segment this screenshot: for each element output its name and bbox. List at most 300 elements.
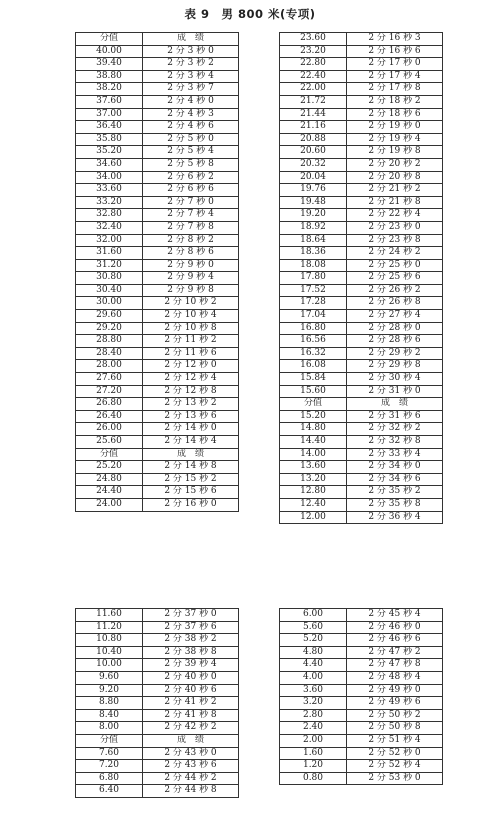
score-cell: 9.60 (76, 671, 143, 684)
result-cell: 2 分 30 秒 4 (347, 373, 443, 386)
result-cell: 2 分 9 秒 4 (143, 272, 239, 285)
result-cell: 2 分 50 秒 2 (347, 709, 443, 722)
table-row (76, 671, 239, 684)
table-row (280, 284, 443, 297)
table-row (76, 121, 239, 134)
table-row (280, 621, 443, 634)
score-cell: 18.08 (280, 259, 347, 272)
score-cell: 37.00 (76, 108, 143, 121)
table-row (76, 722, 239, 735)
table-row (280, 196, 443, 209)
result-cell: 2 分 39 秒 4 (143, 659, 239, 672)
result-cell: 2 分 18 秒 2 (347, 95, 443, 108)
result-cell: 2 分 7 秒 4 (143, 209, 239, 222)
score-cell: 20.88 (280, 133, 347, 146)
table-row (76, 259, 239, 272)
result-cell: 2 分 34 秒 6 (347, 473, 443, 486)
table-row (280, 322, 443, 335)
score-cell: 3.20 (280, 697, 347, 710)
score-cell: 32.80 (76, 209, 143, 222)
score-cell: 13.20 (280, 473, 347, 486)
result-cell: 2 分 44 秒 2 (143, 772, 239, 785)
score-cell: 14.80 (280, 423, 347, 436)
table-row (280, 410, 443, 423)
score-cell: 22.80 (280, 58, 347, 71)
result-cell: 2 分 15 秒 2 (143, 473, 239, 486)
score-cell: 16.80 (280, 322, 347, 335)
table-row (280, 609, 443, 622)
score-cell: 22.00 (280, 83, 347, 96)
score-cell: 17.52 (280, 284, 347, 297)
score-cell: 34.00 (76, 171, 143, 184)
result-cell: 2 分 46 秒 6 (347, 634, 443, 647)
result-cell: 2 分 22 秒 4 (347, 209, 443, 222)
result-cell: 2 分 25 秒 0 (347, 259, 443, 272)
score-cell: 40.00 (76, 45, 143, 58)
table-row (76, 83, 239, 96)
table-row (76, 486, 239, 499)
result-cell: 2 分 46 秒 0 (347, 621, 443, 634)
table-row (280, 747, 443, 760)
table-row (76, 45, 239, 58)
score-cell: 39.40 (76, 58, 143, 71)
table-row (280, 448, 443, 461)
result-cell: 2 分 18 秒 6 (347, 108, 443, 121)
score-cell: 28.00 (76, 360, 143, 373)
score-cell: 5.60 (280, 621, 347, 634)
score-cell: 18.64 (280, 234, 347, 247)
result-cell: 2 分 10 秒 8 (143, 322, 239, 335)
score-cell: 0.80 (280, 772, 347, 785)
score-cell: 28.40 (76, 347, 143, 360)
result-cell: 2 分 47 秒 2 (347, 646, 443, 659)
score-cell: 32.40 (76, 221, 143, 234)
result-cell: 2 分 19 秒 8 (347, 146, 443, 159)
score-cell: 11.60 (76, 609, 143, 622)
table-row (76, 498, 239, 511)
table-row (76, 436, 239, 449)
result-cell: 2 分 41 秒 2 (143, 697, 239, 710)
score-cell: 34.60 (76, 158, 143, 171)
table-row (280, 171, 443, 184)
result-cell: 2 分 6 秒 2 (143, 171, 239, 184)
result-cell: 2 分 9 秒 8 (143, 284, 239, 297)
result-cell: 2 分 35 秒 2 (347, 486, 443, 499)
score-cell: 30.00 (76, 297, 143, 310)
table-row (76, 284, 239, 297)
result-cell: 2 分 20 秒 8 (347, 171, 443, 184)
score-cell: 12.00 (280, 511, 347, 524)
result-cell: 2 分 27 秒 4 (347, 310, 443, 323)
result-cell: 2 分 17 秒 8 (347, 83, 443, 96)
result-cell: 2 分 19 秒 0 (347, 121, 443, 134)
table-row (76, 410, 239, 423)
result-cell: 2 分 40 秒 0 (143, 671, 239, 684)
table-row (280, 95, 443, 108)
table-row (280, 473, 443, 486)
result-cell: 2 分 37 秒 6 (143, 621, 239, 634)
result-cell: 2 分 12 秒 8 (143, 385, 239, 398)
score-cell: 33.20 (76, 196, 143, 209)
table-row (76, 297, 239, 310)
result-cell: 2 分 20 秒 2 (347, 158, 443, 171)
table-row (76, 385, 239, 398)
score-cell: 38.80 (76, 70, 143, 83)
table-row (280, 247, 443, 260)
score-cell: 10.80 (76, 634, 143, 647)
score-cell: 1.60 (280, 747, 347, 760)
table-row (76, 310, 239, 323)
score-cell: 11.20 (76, 621, 143, 634)
score-cell: 26.80 (76, 398, 143, 411)
result-cell: 2 分 15 秒 6 (143, 486, 239, 499)
result-cell: 2 分 3 秒 4 (143, 70, 239, 83)
table-row (76, 461, 239, 474)
table-header-row (280, 398, 443, 411)
table-row (280, 133, 443, 146)
result-cell: 2 分 37 秒 0 (143, 609, 239, 622)
table-row (76, 158, 239, 171)
result-cell: 2 分 29 秒 8 (347, 360, 443, 373)
score-cell: 3.60 (280, 684, 347, 697)
result-cell: 2 分 9 秒 0 (143, 259, 239, 272)
result-cell: 2 分 40 秒 6 (143, 684, 239, 697)
score-cell: 16.56 (280, 335, 347, 348)
score-cell: 20.32 (280, 158, 347, 171)
table-row (280, 760, 443, 773)
result-cell: 2 分 14 秒 8 (143, 461, 239, 474)
table-row (280, 70, 443, 83)
score-cell: 23.60 (280, 33, 347, 46)
score-cell: 12.40 (280, 498, 347, 511)
score-cell: 37.60 (76, 95, 143, 108)
result-cell: 2 分 36 秒 4 (347, 511, 443, 524)
result-cell: 2 分 17 秒 4 (347, 70, 443, 83)
score-cell: 8.80 (76, 697, 143, 710)
result-cell: 2 分 3 秒 7 (143, 83, 239, 96)
result-cell: 2 分 26 秒 8 (347, 297, 443, 310)
table-row (280, 697, 443, 710)
result-cell: 2 分 53 秒 0 (347, 772, 443, 785)
result-cell: 2 分 16 秒 6 (347, 45, 443, 58)
score-cell: 24.80 (76, 473, 143, 486)
score-cell: 21.16 (280, 121, 347, 134)
score-cell: 4.40 (280, 659, 347, 672)
result-cell: 2 分 4 秒 6 (143, 121, 239, 134)
result-cell: 2 分 41 秒 8 (143, 709, 239, 722)
score-cell: 6.40 (76, 785, 143, 798)
score-cell: 20.04 (280, 171, 347, 184)
result-header: 成 绩 (143, 33, 239, 46)
score-cell: 8.40 (76, 709, 143, 722)
table-row (280, 709, 443, 722)
result-cell: 2 分 7 秒 8 (143, 221, 239, 234)
table-row (76, 772, 239, 785)
table-row (280, 158, 443, 171)
score-cell: 35.20 (76, 146, 143, 159)
table-row (280, 360, 443, 373)
result-cell: 2 分 23 秒 0 (347, 221, 443, 234)
score-cell: 19.76 (280, 184, 347, 197)
table-row (280, 385, 443, 398)
table-row (76, 247, 239, 260)
table-row (280, 146, 443, 159)
table-row (76, 659, 239, 672)
table-row (280, 461, 443, 474)
table-row (76, 398, 239, 411)
score-cell: 10.40 (76, 646, 143, 659)
table-row (76, 609, 239, 622)
table-row (280, 45, 443, 58)
result-cell: 2 分 47 秒 8 (347, 659, 443, 672)
table-row (280, 659, 443, 672)
table-row (280, 297, 443, 310)
table-row (280, 772, 443, 785)
score-cell: 6.80 (76, 772, 143, 785)
result-cell: 2 分 17 秒 0 (347, 58, 443, 71)
score-cell: 31.20 (76, 259, 143, 272)
result-cell: 2 分 28 秒 6 (347, 335, 443, 348)
score-cell: 25.60 (76, 436, 143, 449)
result-cell: 2 分 14 秒 4 (143, 436, 239, 449)
table-row (280, 221, 443, 234)
score-header: 分值 (76, 734, 143, 747)
result-cell: 2 分 19 秒 4 (347, 133, 443, 146)
table-row (76, 196, 239, 209)
table-row (280, 722, 443, 735)
result-cell: 2 分 4 秒 3 (143, 108, 239, 121)
score-cell: 4.00 (280, 671, 347, 684)
score-cell: 7.20 (76, 760, 143, 773)
table-row (76, 234, 239, 247)
table-row (76, 184, 239, 197)
score-cell: 2.00 (280, 734, 347, 747)
result-cell: 2 分 45 秒 4 (347, 609, 443, 622)
score-cell: 26.00 (76, 423, 143, 436)
result-cell: 2 分 3 秒 0 (143, 45, 239, 58)
result-cell: 2 分 6 秒 6 (143, 184, 239, 197)
table-row (76, 360, 239, 373)
result-cell: 2 分 14 秒 0 (143, 423, 239, 436)
score-cell: 23.20 (280, 45, 347, 58)
result-cell: 2 分 32 秒 8 (347, 436, 443, 449)
result-cell: 2 分 25 秒 6 (347, 272, 443, 285)
score-cell: 17.28 (280, 297, 347, 310)
score-cell: 38.20 (76, 83, 143, 96)
table-row (76, 709, 239, 722)
score-cell: 10.00 (76, 659, 143, 672)
table-row (76, 473, 239, 486)
result-cell: 2 分 38 秒 8 (143, 646, 239, 659)
result-cell: 2 分 3 秒 2 (143, 58, 239, 71)
score-cell: 7.60 (76, 747, 143, 760)
result-cell: 2 分 10 秒 4 (143, 310, 239, 323)
table-row (280, 209, 443, 222)
score-cell: 1.20 (280, 760, 347, 773)
result-cell: 2 分 12 秒 4 (143, 373, 239, 386)
result-header: 成 绩 (347, 398, 443, 411)
score-cell: 27.60 (76, 373, 143, 386)
table-row (76, 697, 239, 710)
result-cell: 2 分 11 秒 6 (143, 347, 239, 360)
score-cell: 24.00 (76, 498, 143, 511)
table-row (76, 108, 239, 121)
page-title: 表 9 男 800 米(专项) (184, 7, 316, 21)
result-cell: 2 分 49 秒 6 (347, 697, 443, 710)
table-row (280, 373, 443, 386)
score-cell: 5.20 (280, 634, 347, 647)
score-header: 分值 (76, 33, 143, 46)
score-header: 分值 (280, 398, 347, 411)
table-row (76, 322, 239, 335)
score-cell: 20.60 (280, 146, 347, 159)
score-cell: 2.40 (280, 722, 347, 735)
result-cell: 2 分 44 秒 8 (143, 785, 239, 798)
score-cell: 18.92 (280, 221, 347, 234)
table-row (76, 634, 239, 647)
table-row (280, 272, 443, 285)
table-row (280, 335, 443, 348)
result-header: 成 绩 (143, 734, 239, 747)
table-row (76, 272, 239, 285)
result-cell: 2 分 43 秒 6 (143, 760, 239, 773)
score-cell: 8.00 (76, 722, 143, 735)
table-row (280, 33, 443, 46)
result-cell: 2 分 13 秒 2 (143, 398, 239, 411)
table-row (280, 347, 443, 360)
score-cell: 25.20 (76, 461, 143, 474)
table-row (76, 335, 239, 348)
result-cell: 2 分 31 秒 0 (347, 385, 443, 398)
score-cell: 14.40 (280, 436, 347, 449)
score-cell: 32.00 (76, 234, 143, 247)
score-cell: 15.20 (280, 410, 347, 423)
table-row (76, 423, 239, 436)
result-cell: 2 分 42 秒 2 (143, 722, 239, 735)
result-cell: 2 分 35 秒 8 (347, 498, 443, 511)
score-cell: 17.04 (280, 310, 347, 323)
score-cell: 27.20 (76, 385, 143, 398)
result-cell: 2 分 31 秒 6 (347, 410, 443, 423)
table-row (280, 234, 443, 247)
table-row (280, 436, 443, 449)
table-row (76, 684, 239, 697)
result-cell: 2 分 13 秒 6 (143, 410, 239, 423)
result-cell: 2 分 11 秒 2 (143, 335, 239, 348)
table-row (76, 621, 239, 634)
result-cell: 2 分 29 秒 2 (347, 347, 443, 360)
table-header-row (76, 33, 239, 46)
score-cell: 6.00 (280, 609, 347, 622)
score-cell: 31.60 (76, 247, 143, 260)
result-cell: 2 分 52 秒 0 (347, 747, 443, 760)
table-row (76, 70, 239, 83)
score-cell: 35.80 (76, 133, 143, 146)
table-row (280, 498, 443, 511)
score-cell: 22.40 (280, 70, 347, 83)
result-cell: 2 分 51 秒 4 (347, 734, 443, 747)
result-cell: 2 分 21 秒 8 (347, 196, 443, 209)
table-row (280, 423, 443, 436)
table-row (76, 221, 239, 234)
score-cell: 4.80 (280, 646, 347, 659)
table-row (280, 121, 443, 134)
score-cell: 15.84 (280, 373, 347, 386)
result-cell: 2 分 12 秒 0 (143, 360, 239, 373)
result-cell: 2 分 8 秒 6 (143, 247, 239, 260)
result-cell: 2 分 16 秒 3 (347, 33, 443, 46)
score-cell: 16.32 (280, 347, 347, 360)
result-cell: 2 分 28 秒 0 (347, 322, 443, 335)
result-cell: 2 分 24 秒 2 (347, 247, 443, 260)
table-row (76, 146, 239, 159)
result-cell: 2 分 32 秒 2 (347, 423, 443, 436)
result-cell: 2 分 4 秒 0 (143, 95, 239, 108)
score-cell: 33.60 (76, 184, 143, 197)
table-row (280, 486, 443, 499)
table-header-row (76, 448, 239, 461)
table-row (280, 83, 443, 96)
table-row (76, 58, 239, 71)
table-row (280, 671, 443, 684)
table-row (76, 209, 239, 222)
result-cell: 2 分 5 秒 8 (143, 158, 239, 171)
result-cell: 2 分 21 秒 2 (347, 184, 443, 197)
score-cell: 16.08 (280, 360, 347, 373)
result-cell: 2 分 7 秒 0 (143, 196, 239, 209)
score-cell: 30.80 (76, 272, 143, 285)
result-cell: 2 分 23 秒 8 (347, 234, 443, 247)
table-row (76, 760, 239, 773)
score-cell: 15.60 (280, 385, 347, 398)
result-cell: 2 分 52 秒 4 (347, 760, 443, 773)
score-cell: 26.40 (76, 410, 143, 423)
result-cell: 2 分 43 秒 0 (143, 747, 239, 760)
result-cell: 2 分 5 秒 4 (143, 146, 239, 159)
result-cell: 2 分 48 秒 4 (347, 671, 443, 684)
result-cell: 2 分 26 秒 2 (347, 284, 443, 297)
table-row (280, 58, 443, 71)
result-cell: 2 分 33 秒 4 (347, 448, 443, 461)
result-cell: 2 分 34 秒 0 (347, 461, 443, 474)
score-cell: 29.60 (76, 310, 143, 323)
score-cell: 36.40 (76, 121, 143, 134)
table-row (76, 747, 239, 760)
score-cell: 2.80 (280, 709, 347, 722)
result-cell: 2 分 8 秒 2 (143, 234, 239, 247)
score-cell: 21.44 (280, 108, 347, 121)
table-row (280, 108, 443, 121)
table-row (76, 95, 239, 108)
table-row (280, 734, 443, 747)
result-cell: 2 分 10 秒 2 (143, 297, 239, 310)
score-table-bottom-left (75, 608, 239, 798)
table-row (76, 171, 239, 184)
score-table-top-right (279, 32, 443, 524)
result-cell: 2 分 50 秒 8 (347, 722, 443, 735)
table-row (76, 646, 239, 659)
table-row (76, 133, 239, 146)
table-row (280, 684, 443, 697)
result-cell: 2 分 5 秒 0 (143, 133, 239, 146)
score-cell: 13.60 (280, 461, 347, 474)
score-cell: 9.20 (76, 684, 143, 697)
score-cell: 24.40 (76, 486, 143, 499)
score-cell: 17.80 (280, 272, 347, 285)
score-cell: 14.00 (280, 448, 347, 461)
result-cell: 2 分 49 秒 0 (347, 684, 443, 697)
table-row (280, 310, 443, 323)
